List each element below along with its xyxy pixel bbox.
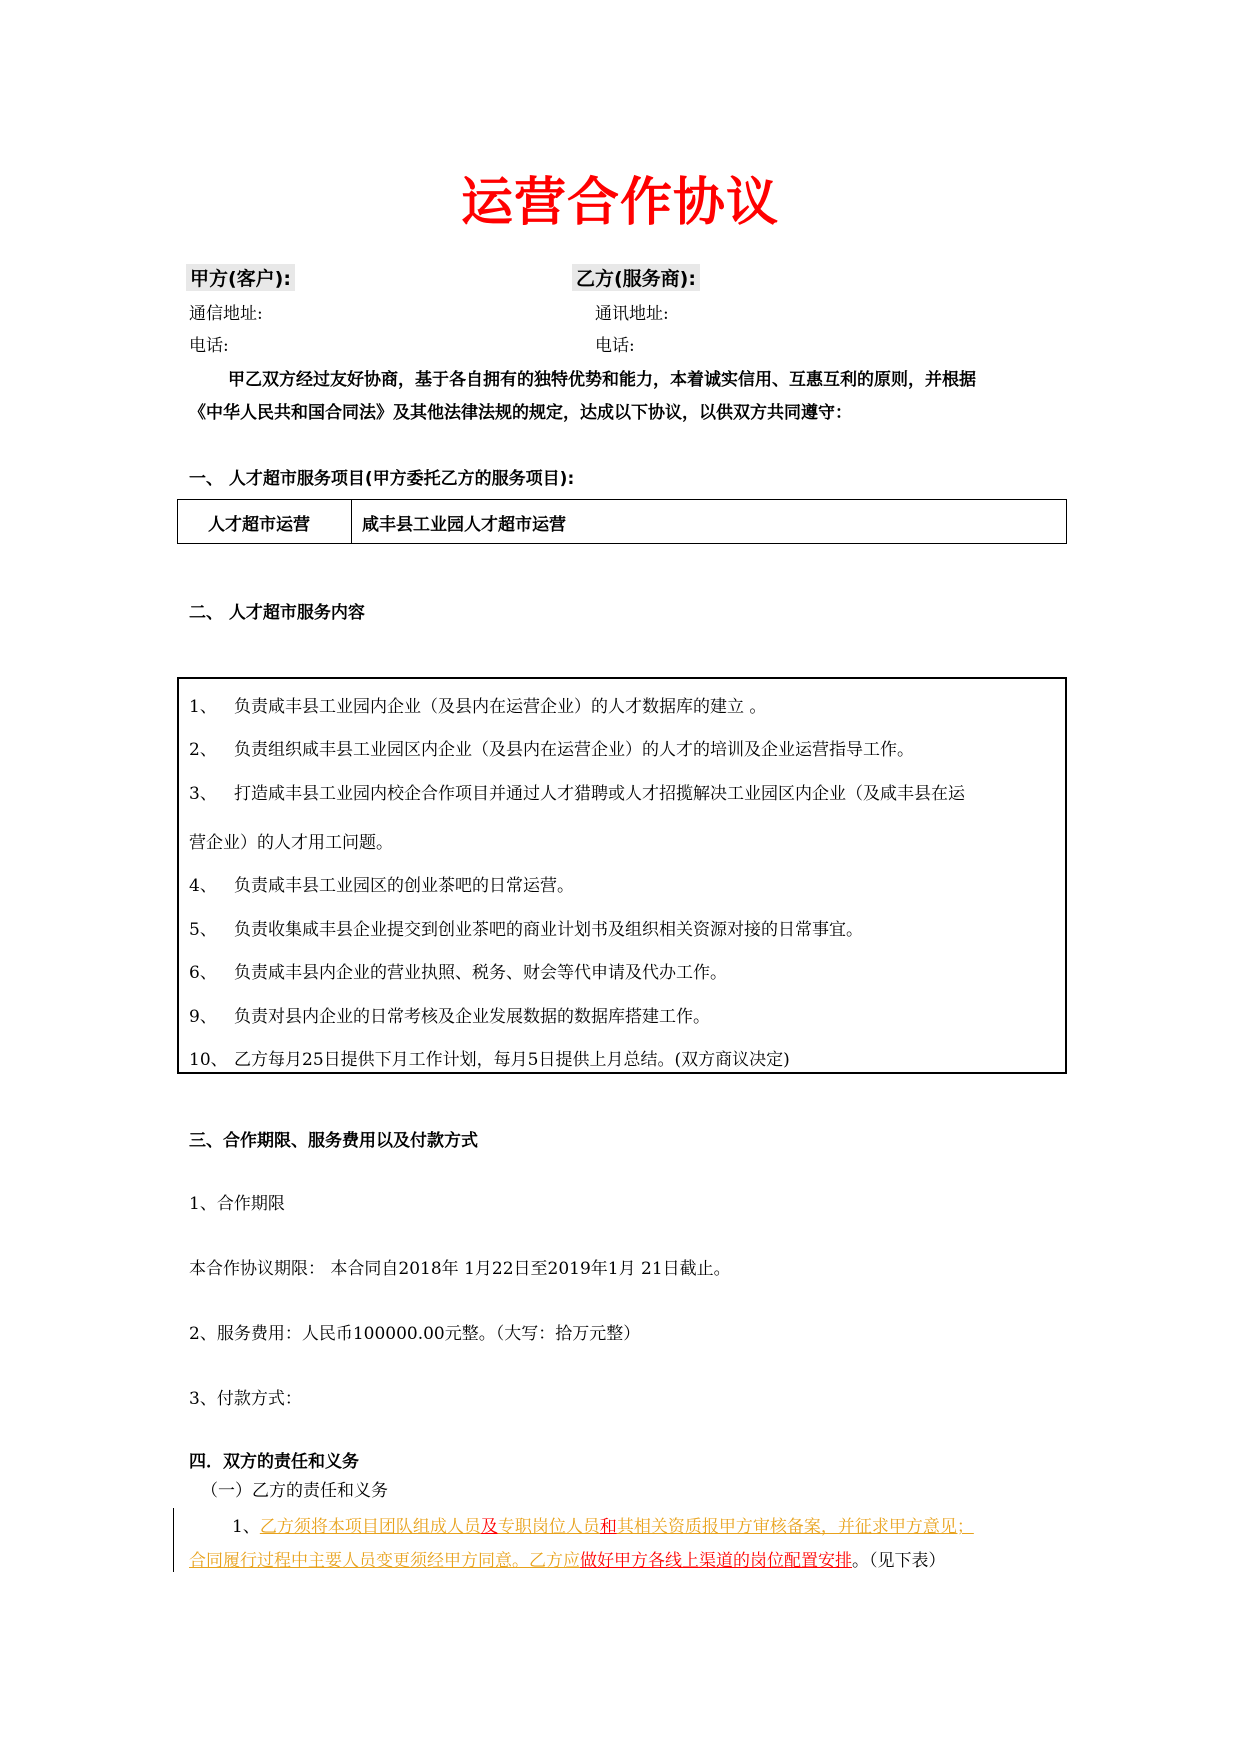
party-a-label: 甲方(客户): [186,264,295,291]
section-4-heading: 四．双方的责任和义务 [189,1452,359,1472]
list-item: 6、 负责咸丰县内企业的营业执照、税务、财会等代申请及代办工作。 [189,963,727,983]
section-4-subheading: （一）乙方的责任和义务 [201,1481,388,1501]
party-a-phone-label: 电话: [189,336,229,356]
fee-text: 2、服务费用：人民币100000.00元整。（大写：拾万元整） [189,1324,641,1344]
list-item: 3、 打造咸丰县工业园内校企合作项目并通过人才猎聘或人才招揽解决工业园区内企业（及咸丰县在运 [189,784,965,804]
responsibility-paragraph-line-1: 1、乙方须将本项目团队组成人员及专职岗位人员和其相关资质报甲方审核备案，并征求甲方意见； [232,1517,974,1537]
list-item: 2、 负责组织咸丰县工业园区内企业（及县内在运营企业）的人才的培训及企业运营指导工作。 [189,740,914,760]
list-item: 10、 乙方每月25日提供下月工作计划，每月5日提供上月总结。(双方商议决定) [189,1050,790,1070]
list-item: 5、 负责收集咸丰县企业提交到创业茶吧的商业计划书及组织相关资源对接的日常事宜。 [189,920,863,940]
list-item: 1、 负责咸丰县工业园内企业（及县内在运营企业）的人才数据库的建立 。 [189,697,767,717]
section-1-heading: 一、 人才超市服务项目(甲方委托乙方的服务项目): [189,469,575,489]
document-title: 运营合作协议 [460,173,779,233]
list-item: 4、 负责咸丰县工业园区的创业茶吧的日常运营。 [189,876,574,896]
responsibility-paragraph-line-2: 合同履行过程中主要人员变更须经甲方同意。乙方应做好甲方各线上渠道的岗位配置安排。（见下表） [189,1551,946,1571]
intro-line-2: 《中华人民共和国合同法》及其他法律法规的规定，达成以下协议，以供双方共同遵守： [189,403,852,423]
list-item-continuation: 营企业）的人才用工问题。 [189,833,393,853]
revision-bar [173,1508,174,1572]
intro-line-1: 甲乙双方经过友好协商，基于各自拥有的独特优势和能力，本着诚实信用、互惠互利的原则，并根据 [228,370,976,390]
service-item-name: 人才超市运营 [178,500,352,543]
service-item-description: 咸丰县工业园人才超市运营 [362,515,566,535]
list-item: 9、 负责对县内企业的日常考核及企业发展数据的数据库搭建工作。 [189,1007,710,1027]
section-3-heading: 三、合作期限、服务费用以及付款方式 [189,1131,478,1151]
party-b-label: 乙方(服务商): [572,264,700,291]
term-text: 本合作协议期限： 本合同自2018年 1月22日至2019年1月 21日截止。 [189,1259,731,1279]
payment-label: 3、付款方式： [189,1389,302,1409]
term-label: 1、合作期限 [189,1194,285,1214]
party-a-address-label: 通信地址: [189,304,263,324]
service-item-table [177,499,1067,544]
service-content-box [177,677,1067,1074]
party-b-address-label: 通讯地址: [595,304,669,324]
party-b-phone-label: 电话: [595,336,635,356]
section-2-heading: 二、 人才超市服务内容 [189,603,365,623]
